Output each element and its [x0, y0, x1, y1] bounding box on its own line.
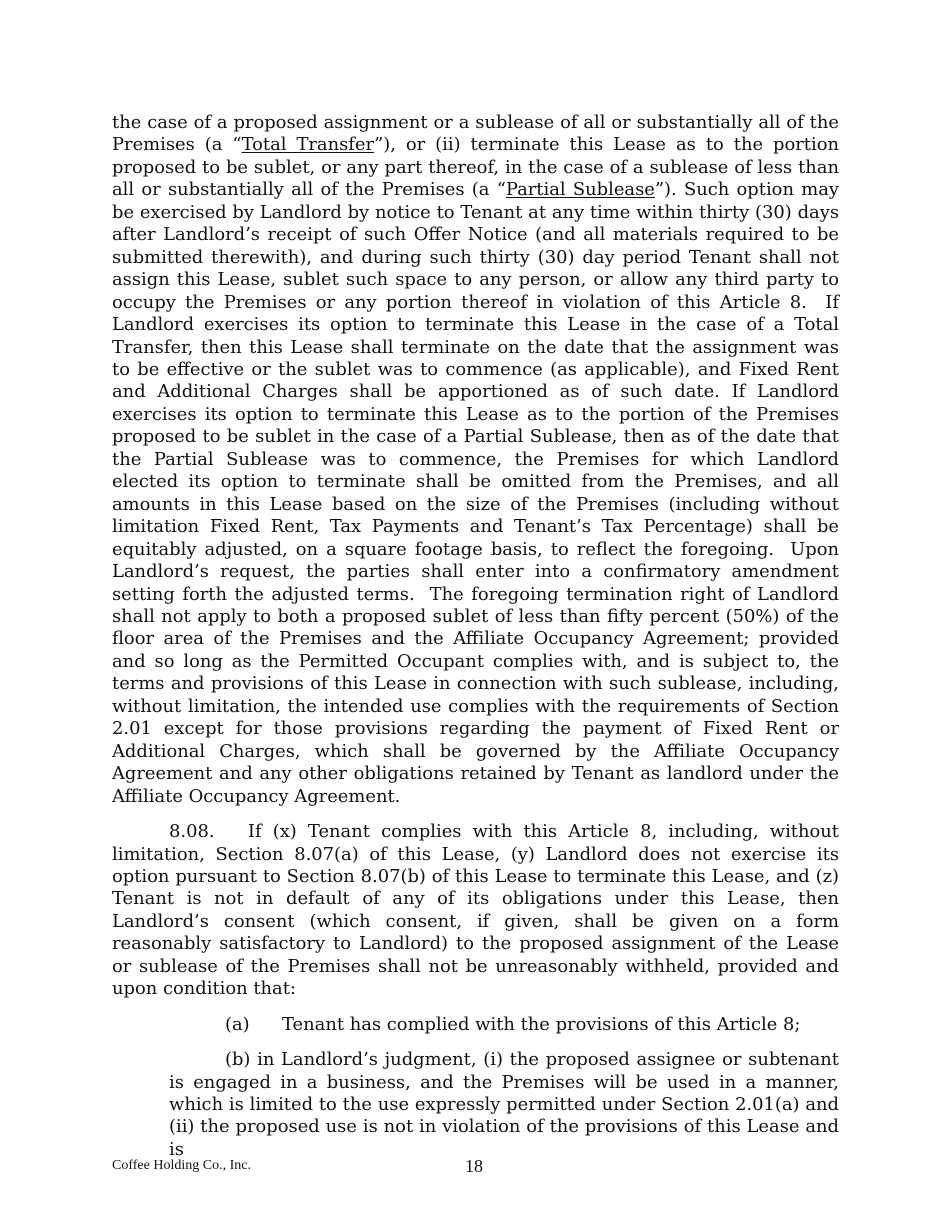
clause-a: [112, 1014, 839, 1036]
clause-a-text: Tenant has complied with the provisions of this Article 8;: [282, 1013, 801, 1035]
clause-b: (b) in Landlord’s judgment, (i) the proposed assignee or subtenant is engaged in a business, and the Premises will be used in a manner, which is limited to the use expressly permitted under Section 2.01(a) and (ii) the proposed use is not in violation of the provisions of this Lease and is: [169, 1049, 839, 1160]
defined-term-partial-sublease: Partial Sublease: [505, 179, 655, 201]
defined-term-total-transfer: Total Transfer: [241, 134, 375, 156]
p1-text-2: ”), or (ii) terminate this Lease as to the portion proposed to be sublet, or any part thereof, in the case of a sublease of less than all or substantially all of the Premises (a “: [112, 134, 840, 201]
paragraph-continuation: [112, 112, 839, 808]
clause-a-label: (a): [225, 1013, 250, 1035]
p1-text-3: ”). Such option may be exercised by Landlord by notice to Tenant at any time within thirty (30) days after Landlord’s receipt of such Offer Notice (and all materials required to be submitted therewith), and during such thirty (30) day period Tenant shall not assign this Lease, sublet such space to any person, or allow any third party to occupy the Premises or any portion thereof in violation of this Article 8. If Landlord exercises its option to terminate this Lease in the case of a Total Transfer, then this Lease shall terminate on the date that the assignment was to be effective or the sublet was to commence (as applicable), and Fixed Rent and Additional Charges shall be apportioned as of such date. If Landlord exercises its option to terminate this Lease as to the portion of the Premises proposed to be sublet in the case of a Partial Sublease, then as of the date that the Partial Sublease was to commence, the Premises for which Landlord elected its option to terminate shall be omitted from the Premises, and all amounts in this Lease based on the size of the Premises (including without limitation Fixed Rent, Tax Payments and Tenant’s Tax Percentage) shall be equitably adjusted, on a square footage basis, to reflect the foregoing. Upon Landlord’s request, the parties shall enter into a confirmatory amendment setting forth the adjusted terms. The foregoing termination right of Landlord shall not apply to both a proposed sublet of less than fifty percent (50%) of the floor area of the Premises and the Affiliate Occupancy Agreement; provided and so long as the Permitted Occupant complies with, and is subject to, the terms and provisions of this Lease in connection with such sublease, including, without limitation, the intended use complies with the requirements of Section 2.01 except for those provisions regarding the payment of Fixed Rent or Additional Charges, which shall be governed by the Affiliate Occupancy Agreement and any other obligations retained by Tenant as landlord under the Affiliate Occupancy Agreement.: [112, 179, 839, 807]
footer-company-name: Coffee Holding Co., Inc.: [112, 1158, 251, 1173]
document-body: [112, 112, 839, 1161]
section-8-08-paragraph: 8.08. If (x) Tenant complies with this Article 8, including, without limitation, Section 8.07(a) of this Lease, (y) Landlord does not exercise its option pursuant to Section 8.07(b) of this Lease to terminate this Lease, and (z) Tenant is not in default of any of its obligations under this Lease, then Landlord’s consent (which consent, if given, shall be given on a form reasonably satisfactory to Landlord) to the proposed assignment of the Lease or sublease of the Premises shall not be unreasonably withheld, provided and upon condition that:: [112, 821, 839, 1000]
page-number: 18: [465, 1156, 483, 1176]
p1-text-1: the case of a proposed assignment or a sublease of all or substantially all of the Premises (a “: [112, 112, 839, 156]
